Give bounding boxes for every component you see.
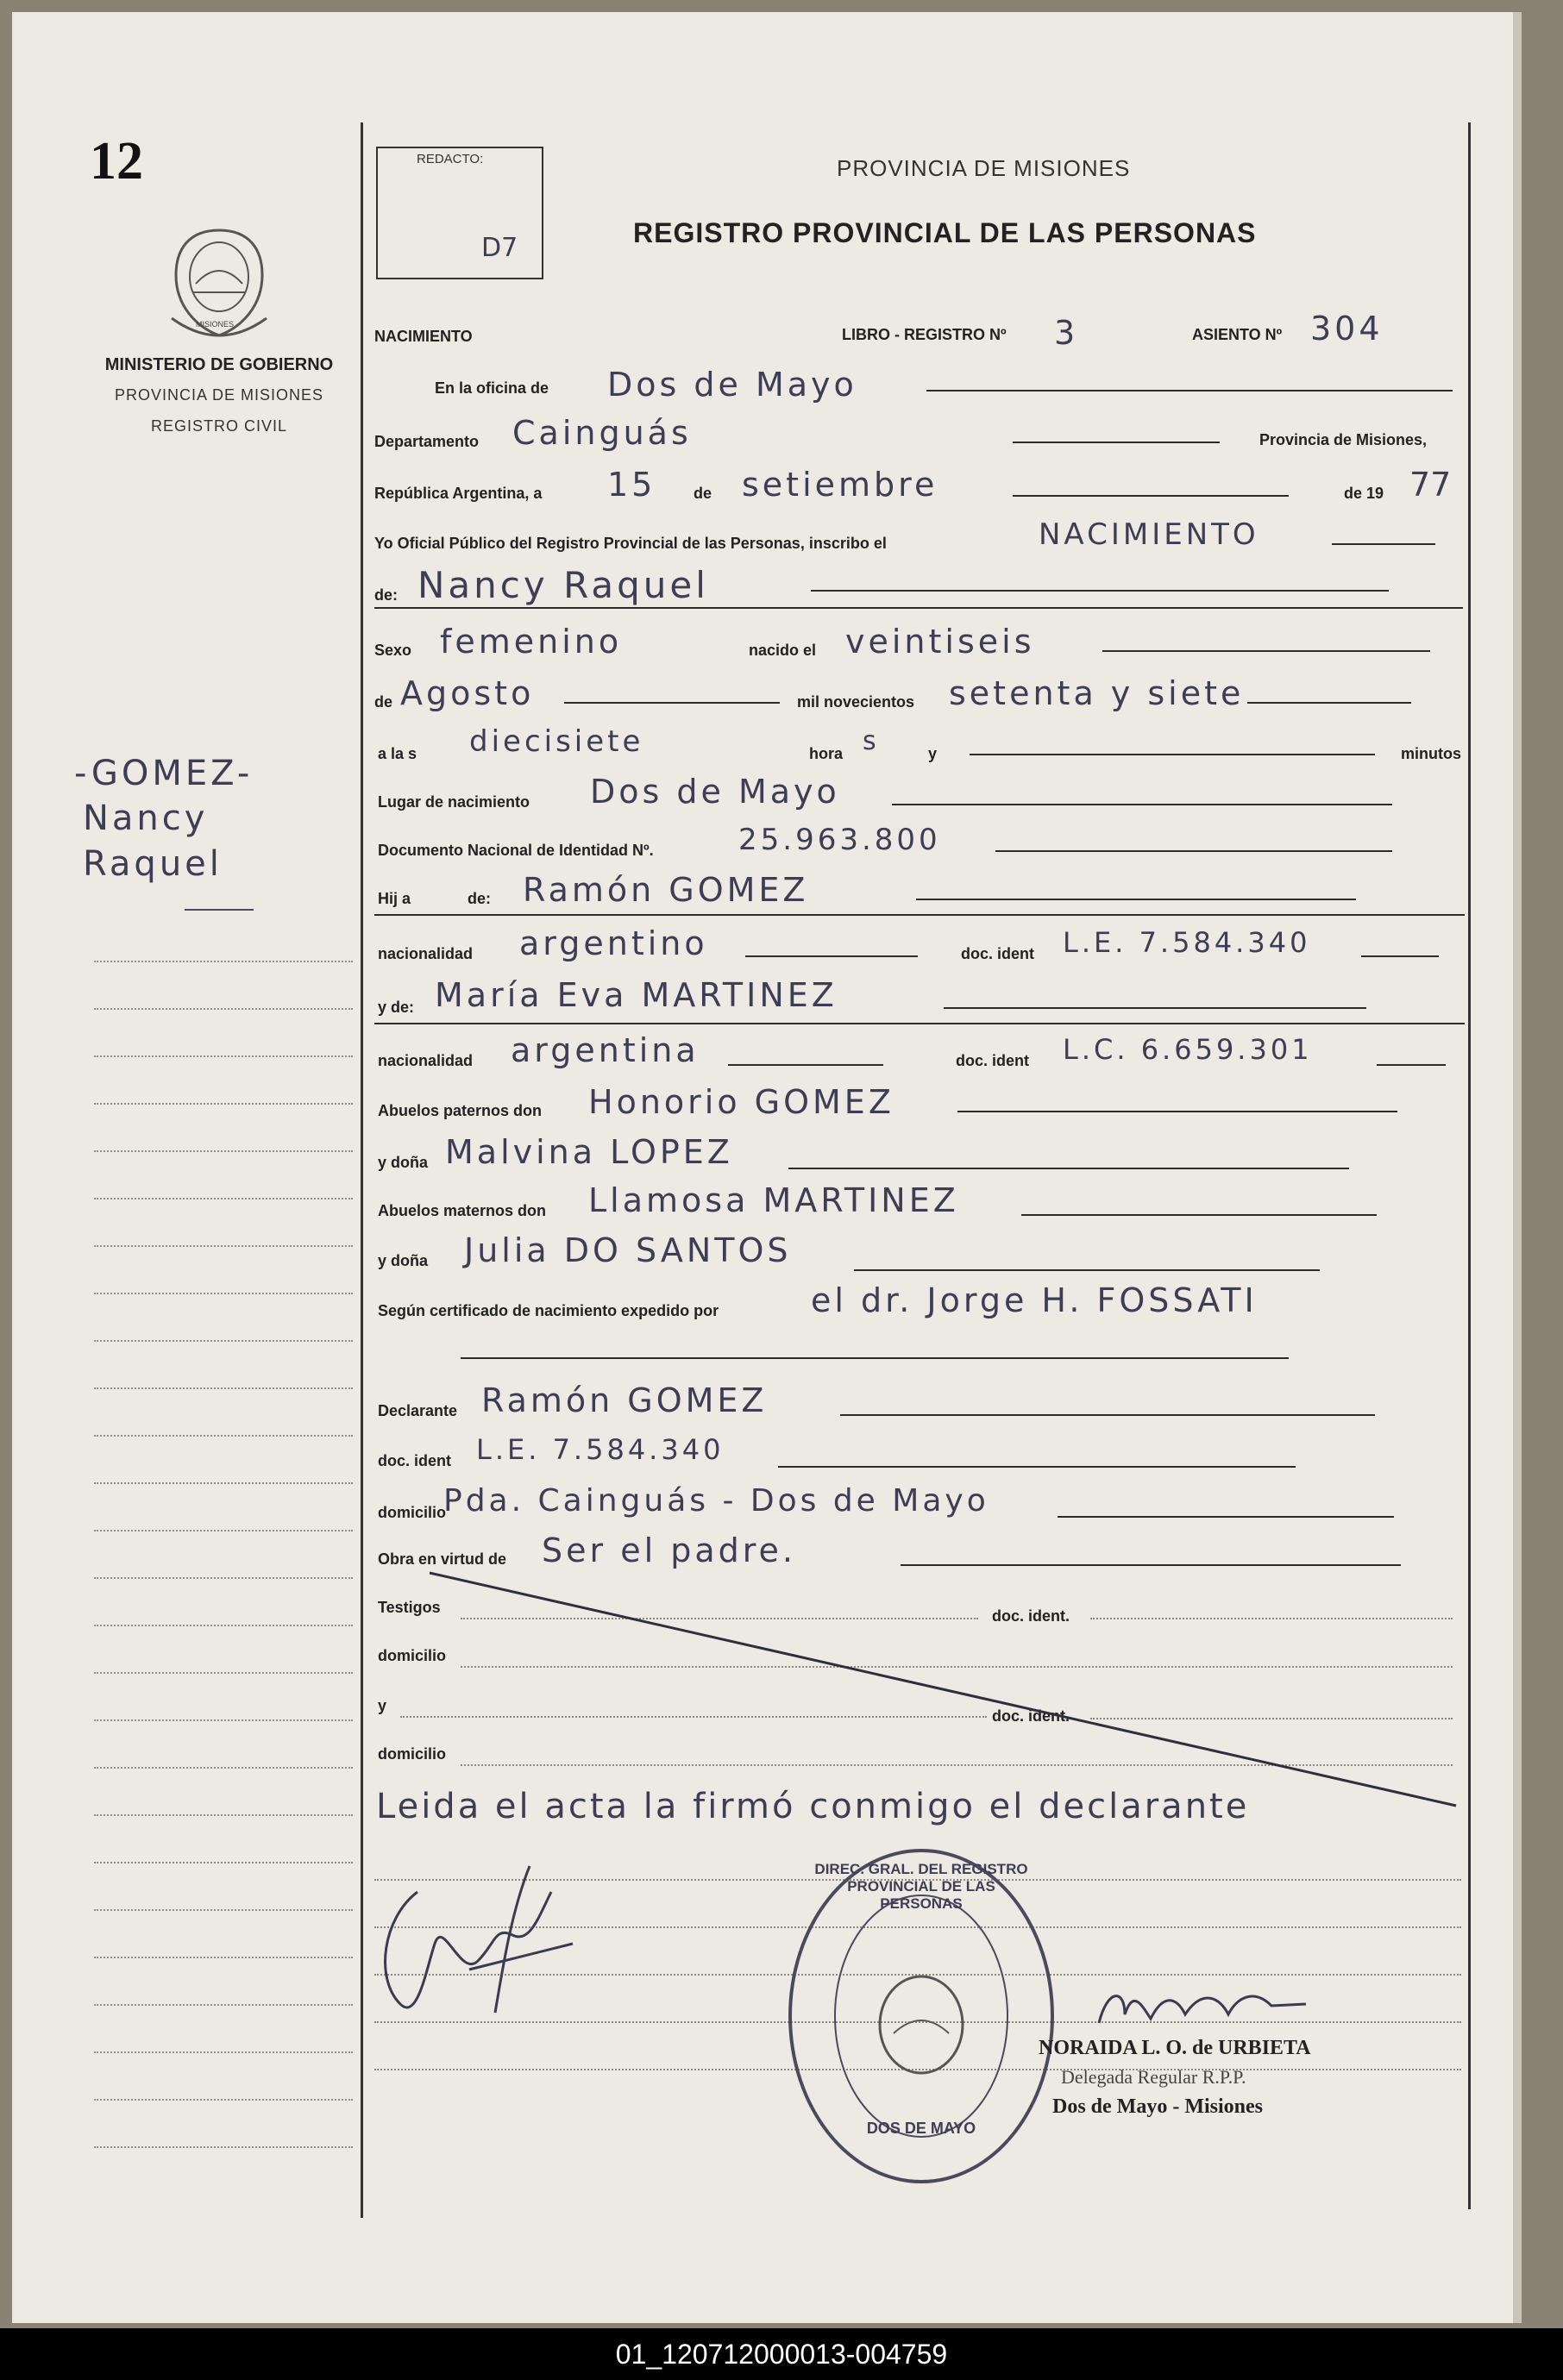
right-border-line <box>1468 122 1471 2209</box>
nombre-rule <box>811 590 1389 592</box>
lugar-value: Dos de Mayo <box>590 773 840 811</box>
libro-label: LIBRO - REGISTRO Nº <box>842 326 1007 343</box>
nacido-value: veintiseis <box>845 623 1035 661</box>
nac2-value: argentina <box>511 1031 700 1069</box>
docid2-value: L.C. 6.659.301 <box>1063 1033 1313 1066</box>
oficina-rule <box>926 390 1453 391</box>
official-role: Delegada Regular R.P.P. <box>1061 2066 1246 2088</box>
domicilio-rule <box>1058 1516 1394 1518</box>
alas-label: a la s <box>378 745 417 762</box>
emblem-label: MISIONES <box>196 320 235 329</box>
hijo-de-label: de: <box>468 890 491 907</box>
oficial-value: NACIMIENTO <box>1039 517 1259 552</box>
provincia-label: Provincia de Misiones, <box>1259 431 1428 448</box>
ministry-line1: MINISTERIO DE GOBIERNO <box>104 355 334 374</box>
minutos-rule <box>970 754 1375 755</box>
mil-rule <box>1247 702 1411 704</box>
abpat-rule <box>957 1111 1397 1112</box>
domicilio-value: Pda. Cainguás - Dos de Mayo <box>443 1483 989 1519</box>
margin-note-surname: -GOMEZ- <box>74 754 254 793</box>
page-number: 12 <box>90 132 143 191</box>
republica-label: República Argentina, a <box>374 485 543 502</box>
redacto-initials: D7 <box>481 233 518 263</box>
left-border-line <box>361 122 363 2218</box>
mes2-rule <box>564 702 780 704</box>
yde-label: y de: <box>378 999 415 1016</box>
departamento-value: Cainguás <box>512 414 692 452</box>
alas-value: diecisiete <box>469 724 644 759</box>
header-title: REGISTRO PROVINCIAL DE LAS PERSONAS <box>633 217 1257 248</box>
dni-rule <box>995 850 1392 852</box>
lugar-rule <box>892 804 1392 805</box>
docid3-rule <box>778 1466 1296 1468</box>
nombre-baseline <box>374 607 1463 609</box>
redacto-label: REDACTO: <box>417 152 484 166</box>
dia-value: 15 <box>607 466 656 504</box>
domicilio-label: domicilio <box>378 1504 447 1521</box>
abmat-label: Abuelos maternos don <box>378 1202 547 1219</box>
nac1-rule <box>745 955 918 957</box>
madre-value: María Eva MARTINEZ <box>435 976 838 1014</box>
mil-label: mil novecientos <box>797 693 915 711</box>
mes2-value: Agosto <box>400 674 535 712</box>
abmat-rule <box>1021 1214 1377 1216</box>
nacido-rule <box>1102 650 1430 652</box>
official-place: Dos de Mayo - Misiones <box>1052 2095 1263 2118</box>
sexo-label: Sexo <box>374 642 412 659</box>
declarante-label: Declarante <box>378 1402 458 1419</box>
official-name: NORAIDA L. O. de URBIETA <box>1039 2037 1311 2059</box>
nombre-value: Nancy Raquel <box>417 564 709 606</box>
hijo-label: Hij a <box>378 890 411 907</box>
testigos-y: y <box>378 1697 387 1714</box>
segun-rule <box>461 1357 1289 1359</box>
footer-caption: 01_120712000013-004759 <box>0 2328 1563 2380</box>
seal-text: DIREC. GRAL. DEL REGISTRO PROVINCIAL DE LAS PERSONAS <box>814 1861 1028 1912</box>
dona2-label: y doña <box>378 1252 429 1269</box>
nac2-label: nacionalidad <box>378 1052 474 1069</box>
seal-inner-text: DOS DE MAYO <box>866 2120 976 2137</box>
official-signature <box>1082 1971 1323 2040</box>
anio-label: de 19 <box>1344 485 1384 502</box>
fecha-rule <box>1013 495 1289 497</box>
lugar-label: Lugar de nacimiento <box>378 793 530 811</box>
dona1-rule <box>788 1168 1349 1169</box>
ministry-line2: PROVINCIA DE MISIONES <box>114 386 324 404</box>
hora-value: s <box>863 726 880 756</box>
oficial-rule <box>1332 543 1435 545</box>
misiones-emblem <box>163 223 275 353</box>
testigos-domicilio2: domicilio <box>378 1745 447 1763</box>
redacto-box <box>376 147 543 279</box>
leida-text: Leida el acta la firmó conmigo el declarante <box>376 1787 1250 1826</box>
declarant-signature <box>366 1840 590 2030</box>
docid1-value: L.E. 7.584.340 <box>1063 926 1311 959</box>
header-province: PROVINCIA DE MISIONES <box>837 155 1131 181</box>
padre-baseline <box>374 914 1465 916</box>
testigos-docident: doc. ident. <box>992 1607 1070 1625</box>
testigos-docident2: doc. ident. <box>992 1707 1070 1725</box>
nac2-rule <box>728 1064 883 1066</box>
ministry-line3: REGISTRO CIVIL <box>150 417 288 435</box>
declarante-value: Ramón GOMEZ <box>481 1381 768 1419</box>
docid2-rule <box>1377 1064 1446 1066</box>
dni-value: 25.963.800 <box>738 823 941 857</box>
hora-label: hora <box>809 745 844 762</box>
declarante-rule <box>840 1414 1375 1416</box>
dona1-value: Malvina LOPEZ <box>445 1133 733 1171</box>
abmat-value: Llamosa MARTINEZ <box>588 1181 959 1219</box>
official-seal <box>788 1849 1054 2183</box>
dona2-value: Julia DO SANTOS <box>464 1231 792 1269</box>
minutos-label: minutos <box>1401 745 1461 762</box>
docid3-value: L.E. 7.584.340 <box>476 1433 725 1466</box>
nacimiento-label: NACIMIENTO <box>374 328 473 345</box>
nombre-label: de: <box>374 586 398 604</box>
oficial-label: Yo Oficial Público del Registro Provincial de las Personas, inscribo el <box>374 535 887 552</box>
madre-baseline <box>374 1023 1465 1024</box>
segun-value: el dr. Jorge H. FOSSATI <box>811 1281 1258 1319</box>
nac1-value: argentino <box>519 924 708 962</box>
abpat-value: Honorio GOMEZ <box>588 1083 894 1121</box>
abpat-label: Abuelos paternos don <box>378 1102 543 1119</box>
departamento-label: Departamento <box>374 433 480 450</box>
margin-note-name2: Raquel <box>83 844 223 884</box>
docid1-rule <box>1361 955 1439 957</box>
dona1-label: y doña <box>378 1154 429 1171</box>
anio-value: 77 <box>1409 466 1452 504</box>
padre-value: Ramón GOMEZ <box>523 871 809 909</box>
obra-value: Ser el padre. <box>542 1531 796 1569</box>
testigos-domicilio1: domicilio <box>378 1647 447 1664</box>
docid2-label: doc. ident <box>956 1052 1029 1069</box>
testigos-label: Testigos <box>378 1599 441 1616</box>
asiento-label: ASIENTO Nº <box>1192 326 1283 343</box>
departamento-rule <box>1013 442 1220 443</box>
libro-value: 3 <box>1054 314 1079 352</box>
dni-label: Documento Nacional de Identidad Nº. <box>378 842 654 859</box>
margin-note-name1: Nancy <box>83 799 209 838</box>
madre-rule <box>944 1007 1366 1009</box>
docid1-label: doc. ident <box>961 945 1034 962</box>
docid3-label: doc. ident <box>378 1452 451 1469</box>
segun-label: Según certificado de nacimiento expedido por <box>378 1302 719 1319</box>
margin-note-underline <box>185 909 254 911</box>
obra-label: Obra en virtud de <box>378 1550 507 1568</box>
dona2-rule <box>854 1269 1320 1271</box>
de2-label: de <box>374 693 393 711</box>
nac1-label: nacionalidad <box>378 945 474 962</box>
mil-value: setenta y siete <box>949 674 1245 712</box>
mes-value: setiembre <box>742 466 938 504</box>
oficina-value: Dos de Mayo <box>607 366 857 404</box>
document-page <box>12 12 1522 2323</box>
y-label: y <box>928 745 938 762</box>
cancel-diagonal-line <box>361 1556 1473 1814</box>
de-label: de <box>694 485 712 502</box>
padre-rule <box>916 899 1356 900</box>
nacido-label: nacido el <box>749 642 817 659</box>
sexo-value: femenino <box>440 623 623 661</box>
asiento-value: 304 <box>1310 310 1384 348</box>
oficina-label: En la oficina de <box>435 379 549 397</box>
